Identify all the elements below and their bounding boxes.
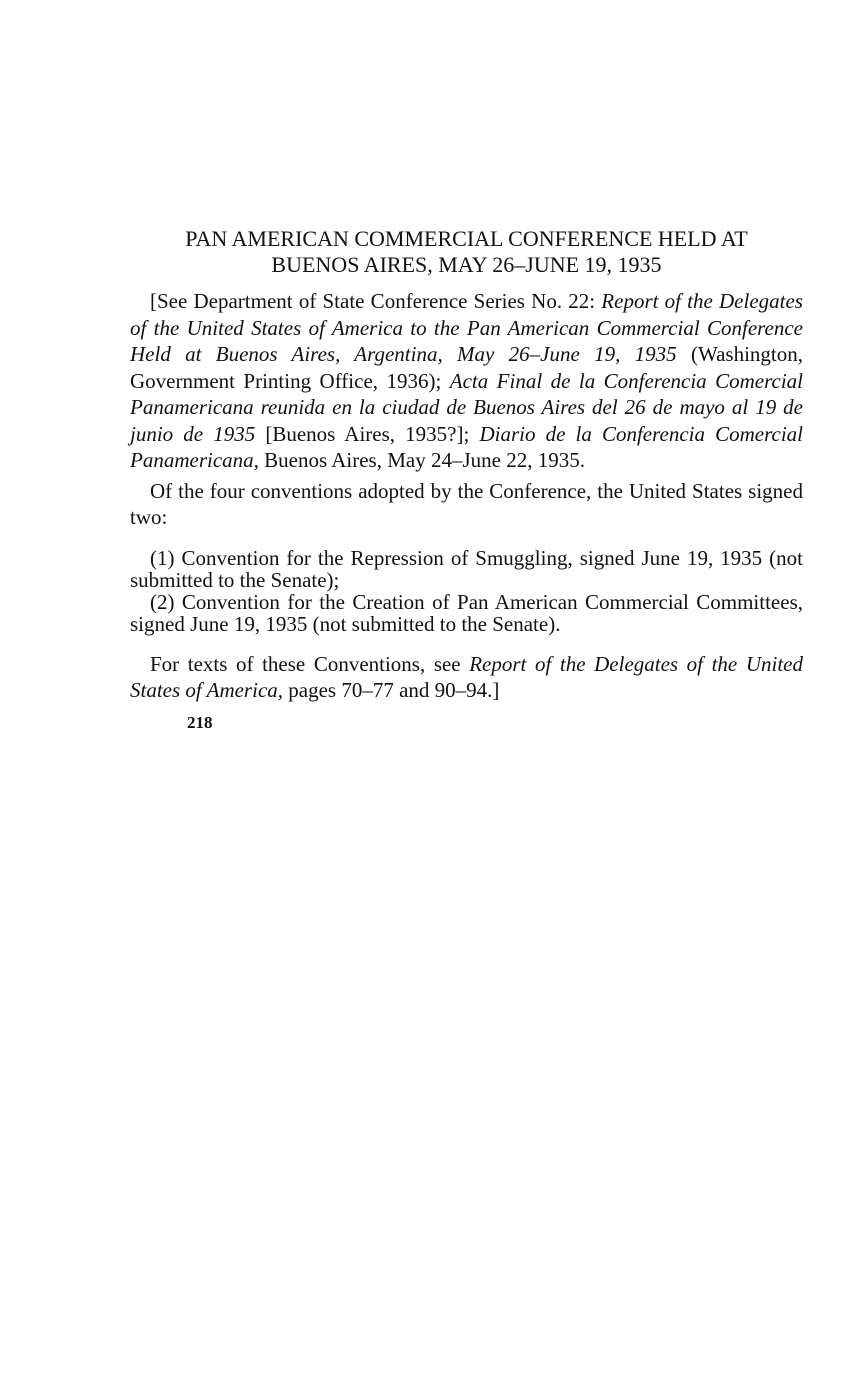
title-line-2: BUENOS AIRES, MAY 26–JUNE 19, 1935	[271, 252, 662, 277]
intro-text-4: Buenos Aires, May 24–June 22, 1935.	[258, 448, 585, 472]
title-line-1: PAN AMERICAN COMMERCIAL CONFERENCE HELD AT	[185, 226, 748, 251]
document-page	[130, 226, 803, 733]
closing-report-title: Report of the Delegates of the United States of America,	[130, 651, 803, 702]
closing-text-2: pages 70–77 and 90–94.]	[283, 678, 500, 702]
intro-text-2: (Washington, Government Printing Office, 1936);	[130, 342, 803, 393]
page-number: 218	[187, 712, 213, 732]
list-item: (1) Convention for the Repression of Smuggling, signed June 19, 1935 (not submitted to the Senate);	[130, 545, 803, 592]
intro-paragraph	[130, 288, 803, 474]
conventions-list	[130, 547, 803, 635]
list-item: (2) Convention for the Creation of Pan American Commercial Committees, signed June 19, 1935 (not submitted to the Senate).	[130, 589, 803, 636]
intro-diario-title: Diario de la Conferencia Comercial Panamericana,	[130, 421, 803, 472]
document-title	[130, 226, 803, 278]
intro-text-1: [See Department of State Conference Series No. 22:	[150, 289, 602, 313]
intro-acta-title: Acta Final de la Conferencia Comercial Panamericana reunida en la ciudad de Buenos Aires del 26 de mayo al 19 de junio de 1935	[130, 368, 803, 446]
summary-paragraph: Of the four conventions adopted by the Conference, the United States signed two:	[130, 478, 803, 529]
closing-text-1: For texts of these Conventions, see	[150, 651, 470, 676]
intro-report-title: Report of the Delegates of the United States of America to the Pan American Commercial Conference Held at Buenos Aires, Argentina, May 26–June 19, 1935	[130, 289, 803, 366]
intro-text-3: [Buenos Aires, 1935?];	[255, 421, 480, 446]
closing-paragraph	[130, 651, 803, 704]
